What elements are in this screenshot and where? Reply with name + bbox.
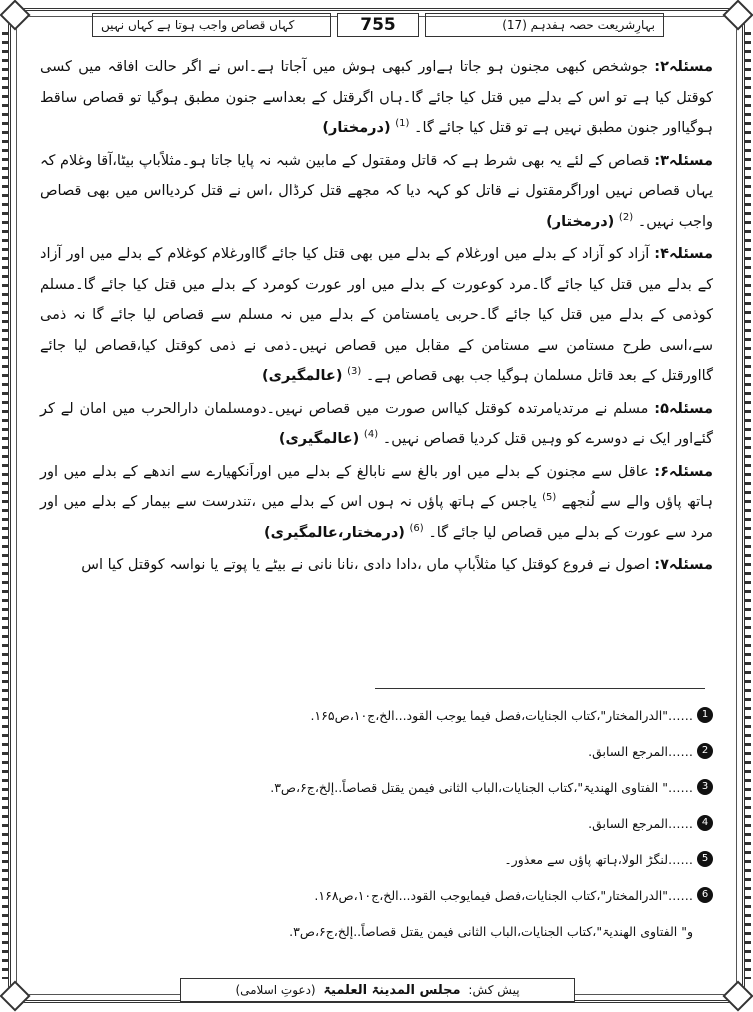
masala-label: مسئلہ۵: <box>654 400 714 417</box>
footnote-text: ……" الفتاوی الھندیۃ"،کتاب الجنایات،الباب الثانی فیمن یقتل قصاصاً..إلخ،ج۶،ص۳. <box>270 779 693 795</box>
footnote-number: 6 <box>697 887 713 903</box>
footnote-text: ……"الدرالمختار"،کتاب الجنایات،فصل فیمایوجب القود...الخ،ج۱۰،ص۱۶۸. <box>314 887 693 903</box>
footnote-text: ……المرجع السابق. <box>588 743 693 759</box>
masala-text: قصاص کے لئے یہ بھی شرط ہے کہ قاتل ومقتول کے مابین شبہ نہ پایا جاتا ہو۔مثلاًباپ بیٹا،آقا وغلام کہ یہاں قصاص نہیں اوراگرمقتول نے قاتل کو کہہ دیا کہ مجھے قتل کرڈال ،اس نے قتل کردیااس میں بھی قصاص واجب نہیں۔ <box>40 152 713 230</box>
masala-text: مسلم نے مرتدیامرتدہ کوقتل کیااس صورت میں قصاص نہیں۔دومسلمان دارالحرب میں امان لے کر گئےاور ایک نے دوسرے کو وہیں قتل کردیا قصاص نہیں۔ <box>40 400 713 447</box>
chapter-topic: کہاں قصاص واجب ہوتا ہے کہاں نہیں <box>92 13 331 37</box>
masala-label: مسئلہ۴: <box>654 246 714 262</box>
footnote-item <box>40 700 713 730</box>
footnotes-section <box>40 700 713 952</box>
footnote-item <box>40 808 713 838</box>
publisher-prefix: پیش کش: <box>468 983 520 997</box>
main-text <box>40 52 713 670</box>
reference: (درمختار) <box>546 213 615 230</box>
side-ornament <box>2 32 8 979</box>
masala-text: آزاد کو آزاد کے بدلے میں اورغلام کے بدلے میں بھی قتل کیا جائے گااورغلام کوغلام کے بدلے میں اور آزاد کے بدلے میں قتل کیا جائے گا۔مرد کوعورت کے بدلے میں اور عورت کومرد کے بدلے میں قتل کیا جائے گا۔مسلم کوذمی کے بدلے میں قتل کیا جائے گا۔حربی یامستامن کے بدلے میں نہ مسلم سے قصاص لیا جائے گا نہ ذمی سے،اسی طرح مستامن سے مستامن کے مقابل میں قصاص نہیں۔ذمی نے ذمی کوقتل کیا،قصاص لیا جائے گااورقتل کے بعد قاتل مسلمان ہوگیا جب بھی قصاص ہے۔ <box>40 246 713 384</box>
side-ornament <box>745 32 751 979</box>
reference: (درمختار،عالمگیری) <box>264 524 405 541</box>
masala-paragraph <box>40 146 713 238</box>
masala-paragraph <box>40 52 713 144</box>
publisher-org: مجلس المدینۃ العلمیۃ <box>323 983 461 998</box>
footnote-number: 3 <box>697 779 713 795</box>
footnote-item <box>40 736 713 766</box>
footnote-item <box>40 772 713 802</box>
masala-label: مسئلہ۲: <box>654 59 714 75</box>
reference: (عالمگیری) <box>262 368 343 384</box>
masala-text: عاقل سے مجنون کے بدلے میں اور بالغ سے نابالغ کے بدلے میں اوراَنکھیارے سے اندھے کے بدلے میں اور ہاتھ پاؤں والے سے لُنجھے <box>40 463 714 510</box>
page-number: 755 <box>337 13 419 37</box>
footnote-marker[interactable]: (6) <box>409 522 424 534</box>
publisher-banner <box>180 978 575 1002</box>
footnote-text: ……لنگڑ الولا،ہاتھ پاؤں سے معذور۔ <box>504 851 693 867</box>
masala-paragraph <box>40 457 713 549</box>
footnote-marker[interactable]: (3) <box>347 366 362 378</box>
masala-label: مسئلہ۷: <box>654 557 713 573</box>
masala-label: مسئلہ۶: <box>654 463 713 480</box>
footnote-marker[interactable]: (5) <box>542 492 557 504</box>
footnote-marker[interactable]: (4) <box>363 429 379 441</box>
masala-text: جوشخص کبھی مجنون ہو جاتا ہےاور کبھی ہوش میں آجاتا ہے۔اس نے اگر حالت افاقہ میں کسی کوقتل کیا ہے تو اس کے بدلے میں قتل کیا جائے گا۔ہاں اگرقتل کے بعداسے جنون مطبق ہوگیا تو قصاص ساقط ہوگیااور جنون مطبق نہیں ہے تو قتل کیا جائے گا۔ <box>40 59 713 136</box>
reference: (عالمگیری) <box>278 431 360 447</box>
masala-text: یاجس کے ہاتھ پاؤں نہ ہوں اس کے بدلے میں ،تندرست سے بیمار کے بدلے میں اور مرد سے عورت کے بدلے میں قصاص لیا جائے گا۔ <box>40 494 713 541</box>
book-title: بہارِشریعت حصہ ہفدہم (17) <box>425 13 664 37</box>
publisher-suffix: (دعوتِ اسلامی) <box>235 983 316 997</box>
footnote-item <box>40 844 713 874</box>
footnote-marker[interactable]: (2) <box>618 211 634 223</box>
footnote-number: 5 <box>697 851 713 867</box>
masala-paragraph <box>40 239 713 392</box>
masala-paragraph <box>40 550 713 581</box>
reference: (درمختار) <box>322 120 391 136</box>
masala-paragraph <box>40 394 713 455</box>
footnote-number: 1 <box>697 707 713 723</box>
footnote-number: 2 <box>697 743 713 759</box>
footnote-divider <box>375 688 705 689</box>
footnote-text: ……المرجع السابق. <box>588 815 693 831</box>
footnote-marker[interactable]: (1) <box>395 118 410 130</box>
footnote-text: ……"الدرالمختار"،کتاب الجنایات،فصل فیما یوجب القود...الخ،ج۱۰،ص۱۶۵. <box>310 707 693 723</box>
footnote-item <box>40 916 713 946</box>
page-header <box>92 12 664 38</box>
masala-text: اصول نے فروع کوقتل کیا مثلاًباپ ماں ،دادا دادی ،نانا نانی نے بیٹے یا پوتے یا نواسہ کوقتل کیا اس <box>81 557 650 573</box>
footnote-text: و" الفتاوی الھندیۃ"،کتاب الجنایات،الباب الثانی فیمن یقتل قصاصاً..إلخ،ج۶،ص۳. <box>289 923 693 939</box>
masala-label: مسئلہ۳: <box>654 152 713 169</box>
footnote-item <box>40 880 713 910</box>
footnote-number: 4 <box>697 815 713 831</box>
